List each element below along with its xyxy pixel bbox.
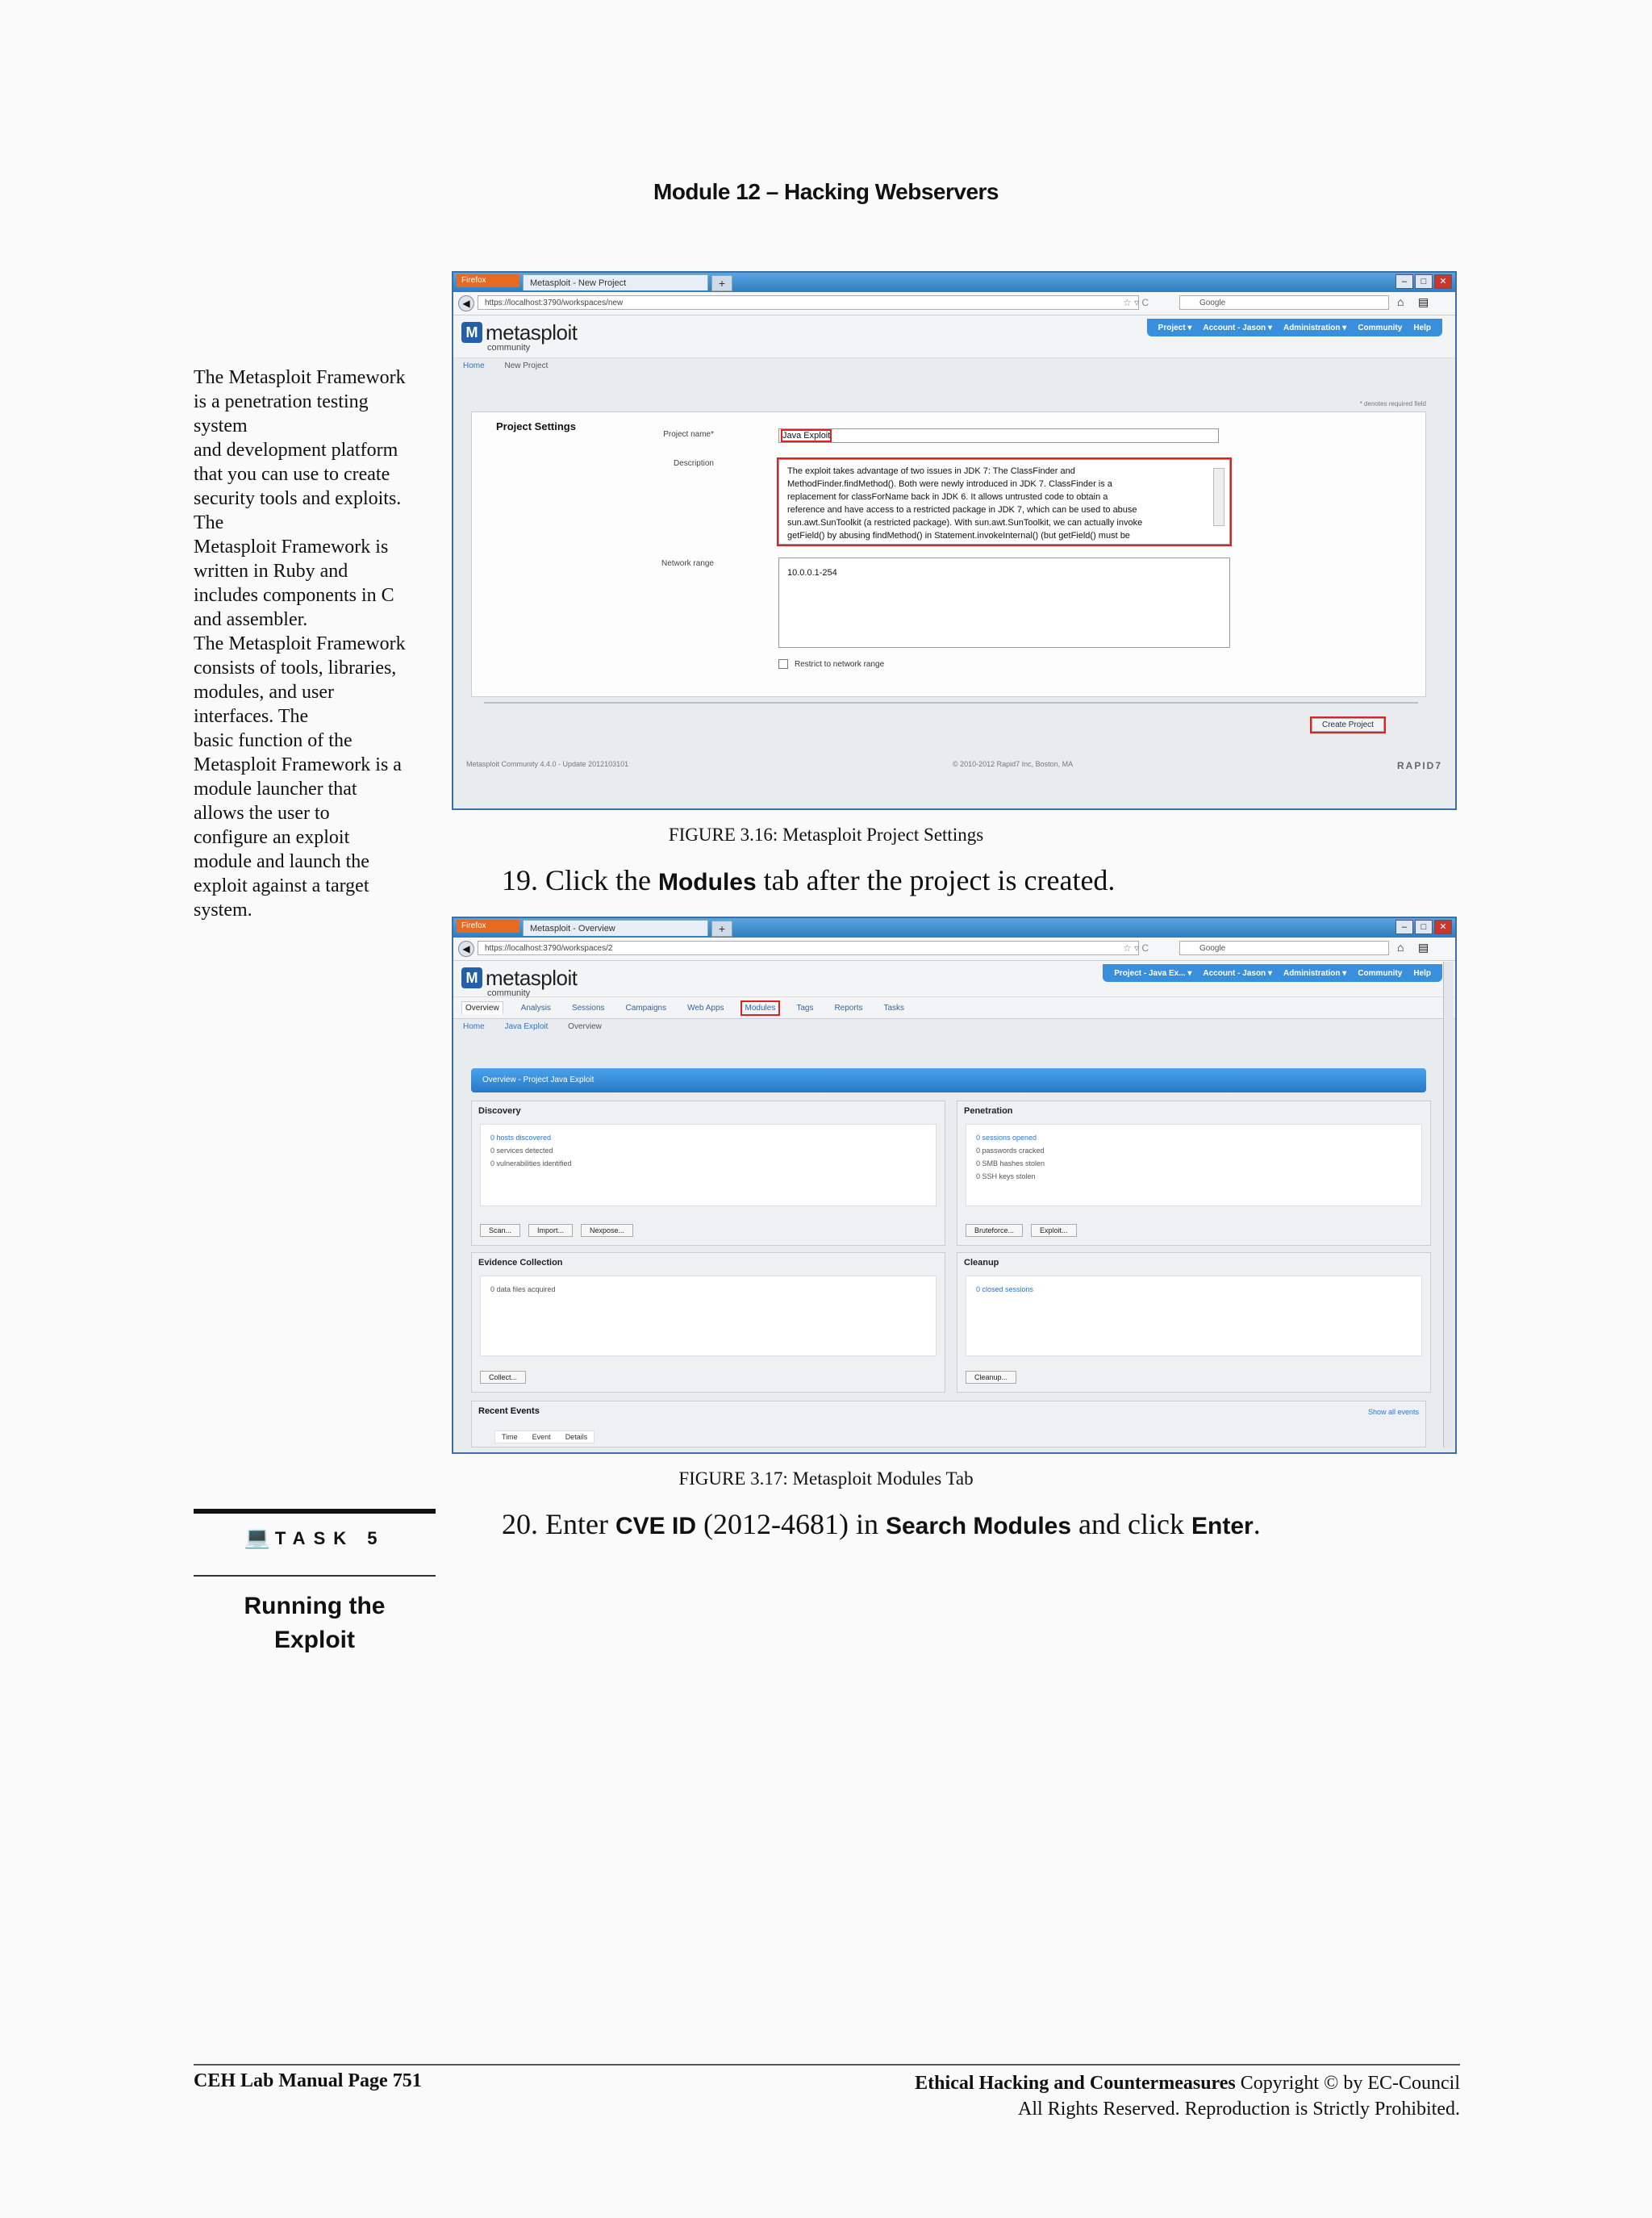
step-text: tab after the project is created. — [763, 864, 1116, 896]
close-button[interactable]: ✕ — [1434, 920, 1452, 934]
minimize-button[interactable]: – — [1395, 274, 1413, 289]
figure-caption-2: FIGURE 3.17: Metasploit Modules Tab — [678, 1468, 974, 1489]
close-button[interactable]: ✕ — [1434, 274, 1452, 289]
breadcrumb — [453, 1019, 1455, 1035]
figure-caption-1: FIGURE 3.16: Metasploit Project Settings — [668, 825, 984, 845]
cleanup-stats — [966, 1276, 1422, 1356]
required-note: * denotes required field — [1359, 400, 1426, 407]
note-line: configure an exploit — [194, 827, 350, 848]
project-name-value: Java Exploit — [782, 431, 831, 441]
browser-window-new-project — [452, 271, 1457, 810]
nav-community[interactable]: Community — [1358, 323, 1403, 332]
tab-web-apps[interactable]: Web Apps — [687, 1003, 724, 1013]
logo-subtitle: community — [487, 343, 531, 353]
column-header[interactable]: Event — [532, 1433, 551, 1441]
passwords-cracked: 0 passwords cracked — [976, 1147, 1045, 1155]
overview-header-bar: Overview - Project Java Exploit — [471, 1068, 1426, 1092]
address-bar[interactable]: https://localhost:3790/workspaces/new — [478, 295, 1139, 310]
project-name-label: Project name* — [663, 430, 714, 439]
note-line: modules, and user — [194, 682, 334, 703]
cleanup-actions — [966, 1371, 1016, 1384]
discovery-stats — [480, 1124, 937, 1206]
tab-tags[interactable]: Tags — [796, 1003, 814, 1013]
browser-titlebar — [453, 918, 1455, 938]
copyright-text: © 2010-2012 Rapid7 Inc, Boston, MA — [952, 760, 1074, 768]
task-title — [194, 1589, 436, 1657]
tab-campaigns[interactable]: Campaigns — [625, 1003, 667, 1013]
note-line: consists of tools, libraries, — [194, 658, 397, 679]
search-box[interactable]: Google — [1179, 941, 1389, 955]
penetration-panel — [957, 1101, 1431, 1246]
task-header — [194, 1509, 436, 1577]
show-all-events-link[interactable]: Show all events — [1367, 1408, 1419, 1416]
note-line: and assembler. — [194, 609, 308, 630]
project-tabs — [453, 997, 1455, 1019]
nav-project[interactable]: Project ▾ — [1158, 323, 1192, 332]
note-line: and development platform — [194, 440, 398, 461]
note-line: The Metasploit Framework — [194, 633, 406, 654]
maximize-button[interactable]: □ — [1415, 920, 1433, 934]
step-text: Enter — [545, 1508, 608, 1540]
description-line: sun.awt.SunToolkit (a restricted package). With sun.awt.SunToolkit, we can actually invoke — [787, 518, 1143, 528]
restrict-label: Restrict to network range — [795, 659, 885, 669]
step-text: and click — [1078, 1508, 1184, 1540]
description-line: MethodFinder.findMethod(). Both were newly introduced in JDK 7. ClassFinder is a — [787, 479, 1112, 489]
events-table-header — [494, 1431, 594, 1443]
metasploit-m-icon: M — [461, 322, 482, 343]
course-name: Ethical Hacking and Countermeasures — [915, 2073, 1236, 2094]
rights-text: All Rights Reserved. Reproduction is Strictly Prohibited. — [1018, 2099, 1460, 2120]
metasploit-header — [453, 961, 1455, 997]
bookmark-star-icon[interactable]: ☆ ▿ C — [1123, 942, 1149, 954]
manual-page-number: CEH Lab Manual Page 751 — [194, 2070, 422, 2091]
evidence-actions — [480, 1371, 526, 1384]
network-range-label: Network range — [661, 559, 714, 568]
note-line: basic function of the — [194, 730, 353, 751]
nexpose-button[interactable]: Nexpose... — [581, 1224, 633, 1237]
scan-button[interactable]: Scan... — [480, 1224, 520, 1237]
panel-title: Recent Events — [478, 1406, 540, 1416]
breadcrumb-current: Overview — [568, 1022, 602, 1031]
recent-events-panel — [471, 1401, 1426, 1447]
nav-community[interactable]: Community — [1358, 968, 1403, 978]
nav-project[interactable]: Project - Java Ex... ▾ — [1114, 968, 1192, 978]
copyright-text: Copyright © by EC-Council — [1235, 2073, 1460, 2094]
page-footer — [466, 760, 1442, 771]
description-line: replacement for classForName back in JDK 6. It allows untrusted code to obtain a — [787, 492, 1108, 502]
home-icon[interactable]: ⌂ — [1397, 295, 1404, 308]
metasploit-logo — [461, 966, 578, 998]
data-files-acquired: 0 data files acquired — [490, 1285, 556, 1293]
nav-help[interactable]: Help — [1413, 968, 1431, 978]
section-title: Project Settings — [496, 420, 576, 432]
firefox-menu-button[interactable]: Firefox — [457, 274, 519, 287]
search-box[interactable]: Google — [1179, 295, 1389, 310]
note-line: system — [194, 416, 248, 436]
tab-reports[interactable]: Reports — [834, 1003, 863, 1013]
home-icon[interactable]: ⌂ — [1397, 941, 1404, 954]
penetration-stats — [966, 1124, 1422, 1206]
description-line: reference and have access to a restricted package in JDK 7, which can be used to abuse — [787, 505, 1137, 515]
maximize-button[interactable]: □ — [1415, 274, 1433, 289]
task-label: TASK 5 — [274, 1528, 386, 1548]
project-name-input[interactable] — [778, 428, 1219, 443]
note-line: is a penetration testing — [194, 391, 369, 412]
nav-administration[interactable]: Administration ▾ — [1283, 323, 1347, 332]
navigation-bar — [453, 292, 1455, 315]
menu-icon[interactable]: ▤ — [1418, 295, 1429, 308]
copyright-notice — [915, 2070, 1460, 2122]
address-bar[interactable]: https://localhost:3790/workspaces/2 — [478, 941, 1139, 955]
step-text: (2012-4681) in — [703, 1508, 878, 1540]
step-text: Click the — [545, 864, 651, 896]
logo-text: metasploit — [486, 320, 578, 345]
nav-administration[interactable]: Administration ▾ — [1283, 968, 1347, 978]
page-scrollbar[interactable] — [1443, 962, 1454, 1447]
tab-tasks[interactable]: Tasks — [883, 1003, 905, 1013]
new-tab-button[interactable]: + — [711, 275, 732, 291]
minimize-button[interactable]: – — [1395, 920, 1413, 934]
step-20 — [502, 1507, 1261, 1541]
module-title: Module 12 – Hacking Webservers — [653, 179, 999, 204]
cleanup-panel — [957, 1252, 1431, 1393]
step-text: . — [1253, 1508, 1261, 1540]
window-controls — [1395, 274, 1452, 289]
back-arrow-icon[interactable]: ◀ — [458, 941, 474, 957]
firefox-menu-button[interactable]: Firefox — [457, 920, 519, 933]
checkbox-icon[interactable] — [778, 659, 788, 669]
breadcrumb-home[interactable]: Home — [463, 361, 485, 370]
note-line: The — [194, 512, 224, 533]
description-line: The exploit takes advantage of two issues in JDK 7: The ClassFinder and — [787, 466, 1075, 476]
tab-modules[interactable]: Modules — [742, 1002, 779, 1014]
step-keyword: Enter — [1191, 1513, 1254, 1539]
note-line: allows the user to — [194, 803, 330, 824]
metasploit-logo — [461, 320, 578, 353]
project-settings-panel — [471, 411, 1426, 697]
description-label: Description — [673, 459, 714, 468]
description-textarea[interactable] — [778, 459, 1230, 545]
step-keyword: CVE ID — [615, 1513, 696, 1539]
tab-analysis[interactable]: Analysis — [520, 1003, 551, 1013]
panel-title: Cleanup — [964, 1258, 999, 1268]
exploit-button[interactable]: Exploit... — [1031, 1224, 1077, 1237]
discovery-panel — [471, 1101, 945, 1246]
metasploit-m-icon: M — [461, 967, 482, 988]
top-navigation — [1147, 319, 1442, 336]
panel-title: Evidence Collection — [478, 1258, 563, 1268]
closed-sessions[interactable]: 0 closed sessions — [976, 1285, 1034, 1293]
textarea-scrollbar[interactable] — [1213, 468, 1224, 526]
column-header[interactable]: Details — [565, 1433, 588, 1441]
hosts-discovered[interactable]: 0 hosts discovered — [490, 1134, 552, 1142]
note-line: interfaces. The — [194, 706, 309, 727]
sessions-opened[interactable]: 0 sessions opened — [976, 1134, 1037, 1142]
note-line: Metasploit Framework is a — [194, 754, 402, 775]
bruteforce-button[interactable]: Bruteforce... — [966, 1224, 1023, 1237]
nav-account[interactable]: Account - Jason ▾ — [1203, 323, 1272, 332]
note-line: that you can use to create — [194, 464, 390, 485]
smb-hashes-stolen: 0 SMB hashes stolen — [976, 1159, 1045, 1167]
step-19 — [502, 863, 1115, 897]
step-keyword: Search Modules — [885, 1513, 1072, 1539]
vulnerabilities-identified: 0 vulnerabilities identified — [490, 1159, 572, 1167]
note-line: includes components in C — [194, 585, 394, 606]
browser-tab[interactable]: Metasploit - Overview — [523, 920, 708, 936]
panel-title: Discovery — [478, 1106, 521, 1116]
browser-tab[interactable]: Metasploit - New Project — [523, 274, 708, 290]
tab-overview[interactable]: Overview — [461, 1001, 503, 1014]
restrict-checkbox[interactable] — [778, 659, 884, 669]
panel-title: Penetration — [964, 1106, 1013, 1116]
note-line: module launcher that — [194, 779, 357, 800]
network-range-textarea[interactable]: 10.0.0.1-254 — [778, 558, 1230, 648]
divider — [484, 702, 1418, 704]
note-line: exploit against a target — [194, 875, 369, 896]
penetration-actions — [966, 1224, 1077, 1237]
note-line: security tools and exploits. — [194, 488, 402, 509]
create-project-button[interactable]: Create Project — [1312, 718, 1384, 732]
computer-icon: 💻 — [244, 1525, 270, 1549]
browser-titlebar — [453, 273, 1455, 292]
step-keyword: Modules — [657, 869, 757, 896]
new-tab-button[interactable]: + — [711, 921, 732, 937]
collect-button[interactable]: Collect... — [480, 1371, 526, 1384]
note-line: system. — [194, 900, 252, 921]
page-footer — [194, 2064, 1460, 2120]
discovery-actions — [480, 1224, 633, 1237]
tab-sessions[interactable]: Sessions — [571, 1003, 605, 1013]
evidence-collection-panel — [471, 1252, 945, 1393]
note-line: written in Ruby and — [194, 561, 348, 582]
top-navigation — [1103, 964, 1442, 982]
browser-window-overview — [452, 917, 1457, 1454]
column-header[interactable]: Time — [502, 1433, 518, 1441]
rapid7-logo: RAPID7 — [1396, 760, 1442, 771]
note-line: Metasploit Framework is — [194, 537, 389, 558]
step-number: 19. — [502, 864, 538, 896]
logo-subtitle: community — [487, 988, 531, 998]
nav-help[interactable]: Help — [1413, 323, 1431, 332]
step-number: 20. — [502, 1508, 538, 1540]
services-detected: 0 services detected — [490, 1147, 553, 1155]
cleanup-button[interactable]: Cleanup... — [966, 1371, 1016, 1384]
breadcrumb — [453, 358, 1455, 374]
ssh-keys-stolen: 0 SSH keys stolen — [976, 1172, 1036, 1180]
back-arrow-icon[interactable]: ◀ — [458, 295, 474, 311]
logo-text: metasploit — [486, 966, 578, 990]
navigation-bar — [453, 938, 1455, 961]
description-line: getField() by abusing findMethod() in Statement.invokeInternal() (but getField() must be — [787, 531, 1130, 541]
breadcrumb-current: New Project — [504, 361, 549, 370]
menu-icon[interactable]: ▤ — [1418, 941, 1429, 954]
breadcrumb-home[interactable]: Home — [463, 1022, 485, 1031]
task-title-line: Exploit — [273, 1627, 355, 1653]
window-controls — [1395, 920, 1452, 934]
version-text: Metasploit Community 4.4.0 - Update 2012103101 — [466, 760, 629, 768]
bookmark-star-icon[interactable]: ☆ ▿ C — [1123, 297, 1149, 308]
note-line: The Metasploit Framework — [194, 367, 406, 388]
nav-account[interactable]: Account - Jason ▾ — [1203, 968, 1272, 978]
evidence-stats — [480, 1276, 937, 1356]
breadcrumb-project[interactable]: Java Exploit — [504, 1022, 549, 1031]
note-line: module and launch the — [194, 851, 369, 872]
metasploit-header — [453, 315, 1455, 358]
task-title-line: Running the — [244, 1593, 386, 1619]
import-button[interactable]: Import... — [528, 1224, 573, 1237]
